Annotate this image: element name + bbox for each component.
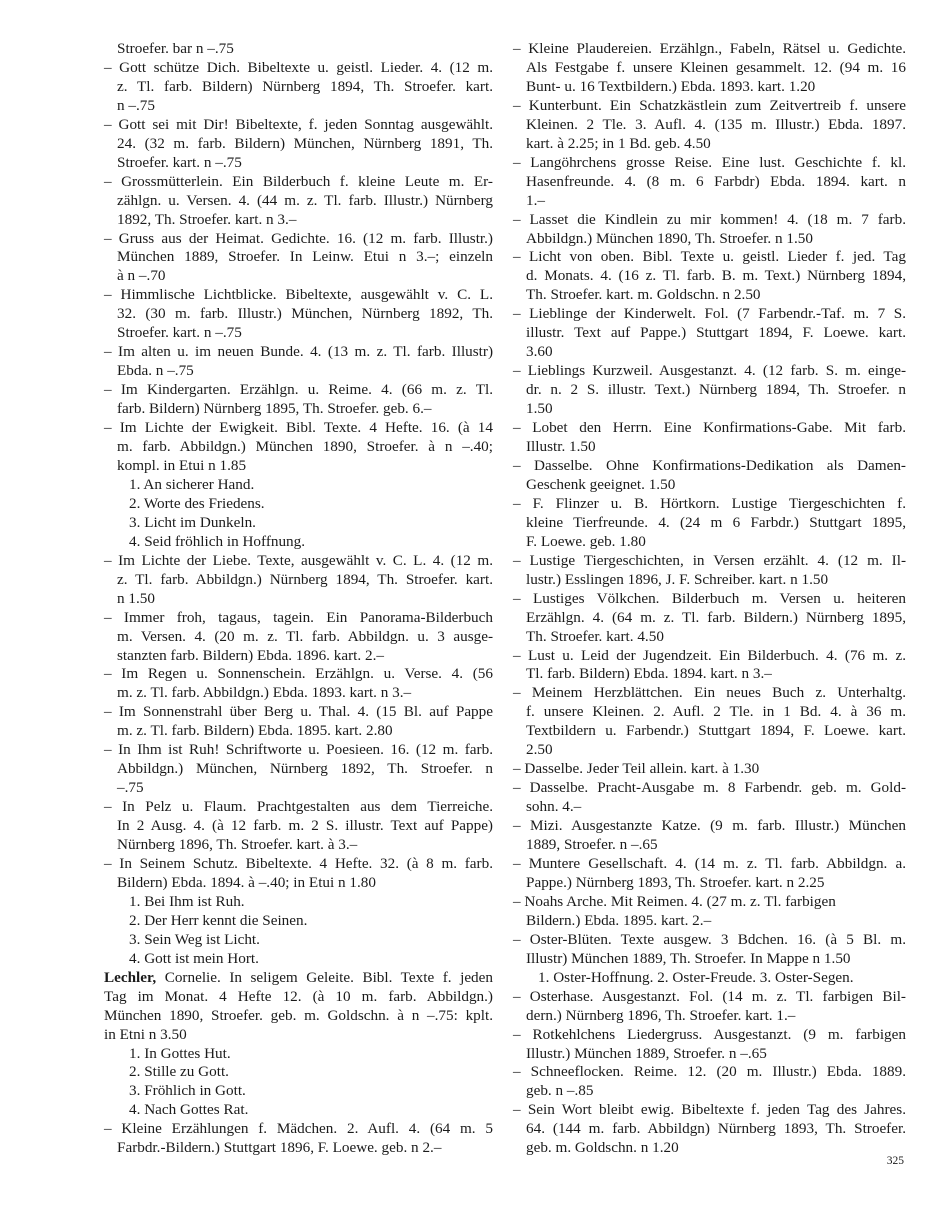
catalog-entry (513, 457, 906, 495)
text-line: Bunt- u. 16 Textbildern.) Ebda. 1893. kart. 1.20 (526, 77, 816, 95)
text-line: Stroefer. bar n –.75 (117, 40, 234, 57)
text-line: München 1889, Stroefer. In Leinw. Etui n 3.–; einzeln (117, 248, 493, 266)
text-line: – Lustiges Völkchen. Bilderbuch m. Versen u. heiteren (513, 589, 906, 607)
text-line: stanzten farb. Bildern) Ebda. 1896. kart. 2.– (117, 646, 384, 664)
catalog-entry (513, 779, 906, 817)
text-line: – Dasselbe. Pracht-Ausgabe m. 8 Farbendr. geb. m. Gold- (513, 779, 906, 797)
text-line: m. farb. Abbildgn.) München 1890, Stroefer. à n –.40; (117, 438, 493, 456)
catalog-entry (104, 419, 493, 476)
text-line: Bildern) Ebda. 1894. à –.40; in Etui n 1.80 (117, 873, 376, 891)
text-line: 24. (32 m. farb. Bildern) München, Nürnberg 1891, Th. (117, 134, 493, 152)
text-line: n 1.50 (117, 589, 155, 607)
text-line: 4. Nach Gottes Rat. (129, 1101, 249, 1119)
text-line: m. z. Tl. farb. Bildern) Ebda. 1895. kart. 2.80 (117, 722, 393, 740)
catalog-entry (104, 798, 493, 855)
catalog-entry (513, 97, 906, 154)
text-line: in Etni n 3.50 (104, 1025, 187, 1043)
catalog-entry (104, 381, 493, 419)
text-line: – Kleine Plaudereien. Erzählgn., Fabeln, Rätsel u. Gedichte. (513, 40, 906, 57)
text-line: Als Festgabe f. unsere Kleinen gesammelt. 12. (94 m. 16 (526, 58, 906, 76)
text-line: 3.60 (526, 343, 553, 361)
text-line: Tag im Monat. 4 Hefte 12. (à 10 m. farb. Abbildgn.) (104, 987, 493, 1005)
text-line: sohn. 4.– (526, 798, 582, 816)
text-line: f. unsere Kleinen. 2. Aufl. 2 Tle. in 1 Bd. 4. à 36 m. (526, 703, 906, 721)
text-line: Lechler, Cornelie. In seligem Geleite. Bibl. Texte f. jeden (104, 968, 493, 986)
text-line: – Lust u. Leid der Jugendzeit. Ein Bilderbuch. 4. (76 m. z. (513, 646, 906, 664)
text-line: – Grossmütterlein. Ein Bilderbuch f. kleine Leute m. Er- (104, 172, 493, 190)
text-line: – Im Regen u. Sonnenschein. Erzählgn. u. Verse. 4. (56 (104, 665, 493, 683)
catalog-entry (513, 305, 906, 362)
text-line: Th. Stroefer. kart. m. Goldschn. n 2.50 (526, 286, 761, 304)
text-line: kompl. in Etui n 1.85 (117, 456, 247, 474)
text-line: – Dasselbe. Ohne Konfirmations-Dedikation als Damen- (513, 456, 906, 474)
text-line: 1. Bei Ihm ist Ruh. (129, 892, 245, 910)
text-line: – Himmlische Lichtblicke. Bibeltexte, ausgewählt v. C. L. (104, 286, 493, 304)
text-line: – Gott schütze Dich. Bibeltexte u. geistl. Lieder. 4. (12 m. (104, 58, 493, 76)
text-line: Kleinen. 2 Tle. 3. Aufl. 4. (135 m. Illustr.) Ebda. 1897. (526, 115, 906, 133)
text-line: farb. Bildern) Nürnberg 1895, Th. Stroefer. geb. 6.– (117, 400, 432, 418)
text-line: – F. Flinzer u. B. Hörtkorn. Lustige Tiergeschichten f. (513, 494, 906, 512)
text-line: 1889, Stroefer. n –.65 (526, 836, 658, 854)
text-line: München 1890, Stroefer. geb. m. Goldschn. à n –.75: kplt. (104, 1006, 493, 1024)
text-line: F. Loewe. geb. 1.80 (526, 532, 646, 550)
text-line: – In Seinem Schutz. Bibeltexte. 4 Hefte. 32. (à 8 m. farb. (104, 854, 493, 872)
text-line: – Gott sei mit Dir! Bibeltexte, f. jeden Sonntag ausgewählt. (104, 115, 493, 133)
text-line: – Kunterbunt. Ein Schatzkästlein zum Zeitvertreib f. unsere (513, 96, 906, 114)
catalog-subitem-list (104, 893, 493, 969)
catalog-entry (104, 230, 493, 287)
text-line: – Kleine Erzählungen f. Mädchen. 2. Aufl. 4. (64 m. 5 (104, 1120, 493, 1138)
catalog-entry (513, 988, 906, 1026)
catalog-entry (104, 552, 493, 609)
catalog-entry (513, 248, 906, 305)
catalog-entry (513, 855, 906, 893)
text-line: Tl. farb. Bildern) Ebda. 1894. kart. n 3.– (526, 665, 772, 683)
catalog-entry (513, 893, 906, 931)
text-line: – Lustige Tiergeschichten, in Versen erzählt. 4. (12 m. Il- (513, 551, 906, 569)
catalog-entry (104, 173, 493, 230)
text-line: 3. Sein Weg ist Licht. (129, 930, 260, 948)
text-line: Stroefer. kart. n –.75 (117, 153, 242, 171)
text-line: 4. Gott ist mein Hort. (129, 949, 259, 967)
catalog-entry (513, 684, 906, 760)
text-line: Hasenfreunde. 4. (8 m. 6 Farbdr) Ebda. 1894. kart. n (526, 172, 906, 190)
text-line: – Schneeflocken. Reime. 12. (20 m. Illustr.) Ebda. 1889. (513, 1063, 906, 1081)
text-line: – In Pelz u. Flaum. Prachtgestalten aus dem Tierreiche. (104, 798, 493, 816)
catalog-subitem-list (104, 476, 493, 552)
text-line: 1892, Th. Stroefer. kart. n 3.– (117, 210, 297, 228)
text-line: – Meinem Herzblättchen. Ein neues Buch z. Unterhaltg. (513, 684, 906, 702)
text-line: – Lieblings Kurzweil. Ausgestanzt. 4. (12 farb. S. m. einge- (513, 362, 906, 380)
text-line: – Dasselbe. Jeder Teil allein. kart. à 1.30 (513, 760, 760, 778)
text-line: dr. n. 2 S. illustr. Text.) Nürnberg 1894, Th. Stroefer. n (526, 381, 906, 399)
text-line: Erzählgn. 4. (64 m. z. Tl. farb. Bildern.) Nürnberg 1895, (526, 608, 906, 626)
text-line: Farbdr.-Bildern.) Stuttgart 1896, F. Loewe. geb. n 2.– (117, 1139, 442, 1157)
catalog-subitem-list (104, 1045, 493, 1121)
catalog-entry (513, 931, 906, 969)
text-line: – Im Kindergarten. Erzählgn. u. Reime. 4. (66 m. z. Tl. (104, 381, 493, 399)
text-line: – Gruss aus der Heimat. Gedichte. 16. (12 m. farb. Illustr.) (104, 229, 493, 247)
text-line: 64. (144 m. farb. Abbildgn) Nürnberg 1893, Th. Stroefer. (526, 1120, 906, 1138)
text-line: – Noahs Arche. Mit Reimen. 4. (27 m. z. Tl. farbigen (513, 892, 836, 910)
text-line: – Im Lichte der Liebe. Texte, ausgewählt v. C. L. 4. (12 m. (104, 551, 493, 569)
text-line: – Licht von oben. Bibl. Texte u. geistl. Lieder f. jed. Tag (513, 248, 906, 266)
text-line: 1.50 (526, 400, 553, 418)
catalog-entry (104, 59, 493, 116)
catalog-entry (513, 552, 906, 590)
catalog-entry (104, 741, 493, 798)
text-line: – Im Sonnenstrahl über Berg u. Thal. 4. (15 Bl. auf Pappe (104, 703, 493, 721)
text-line: 2. Stille zu Gott. (129, 1063, 229, 1081)
text-line: Illustr. 1.50 (526, 438, 596, 456)
text-line: Abbildgn.) München, Nürnberg 1892, Th. Stroefer. n (117, 760, 493, 778)
text-line: Pappe.) Nürnberg 1893, Th. Stroefer. kart. n 2.25 (526, 873, 825, 891)
catalog-entry (513, 40, 906, 97)
catalog-entry (104, 969, 493, 1045)
text-line: In 2 Ausg. 4. (à 12 farb. m. 2 S. illustr. Text auf Pappe) (117, 817, 493, 835)
catalog-entry (513, 760, 906, 779)
text-line: illustr. Text auf Pappe.) Stuttgart 1894, F. Loewe. kart. (526, 324, 906, 342)
text-line: lustr.) Esslingen 1896, J. F. Schreiber. kart. n 1.50 (526, 570, 829, 588)
text-line: z. Tl. farb. Abbildgn.) Nürnberg 1894, Th. Stroefer. kart. (117, 570, 493, 588)
text-line: Abbildgn.) München 1890, Th. Stroefer. n 1.50 (526, 229, 813, 247)
left-column (104, 40, 493, 1158)
text-line: 1. Oster-Hoffnung. 2. Oster-Freude. 3. Oster-Segen. (538, 968, 854, 986)
text-line: – Oster-Blüten. Texte ausgew. 3 Bdchen. 16. (à 5 Bl. m. (513, 930, 906, 948)
text-line: d. Monats. 4. (16 z. Tl. farb. B. m. Text.) Nürnberg 1894, (526, 267, 906, 285)
catalog-entry (513, 817, 906, 855)
text-line: – Rotkehlchens Liedergruss. Ausgestanzt. (9 m. farbigen (513, 1025, 906, 1043)
catalog-entry (513, 419, 906, 457)
text-line: n –.75 (117, 96, 155, 114)
catalog-entry (513, 1101, 906, 1158)
author-name: Lechler, (104, 968, 157, 986)
catalog-entry (513, 154, 906, 211)
text-line: geb. n –.85 (526, 1082, 594, 1100)
text-line: Stroefer. kart. n –.75 (117, 324, 242, 342)
text-line: à n –.70 (117, 267, 166, 285)
text-line: Bildern.) Ebda. 1895. kart. 2.– (526, 911, 712, 929)
text-line: – Sein Wort bleibt ewig. Bibeltexte f. jeden Tag des Jahres. (513, 1101, 906, 1119)
catalog-entry (513, 647, 906, 685)
text-line: 3. Fröhlich in Gott. (129, 1082, 246, 1100)
text-line: 3. Licht im Dunkeln. (129, 513, 256, 531)
text-line: z. Tl. farb. Bildern) Nürnberg 1894, Th. Stroefer. kart. (117, 77, 493, 95)
catalog-entry (513, 1026, 906, 1064)
catalog-entry (513, 211, 906, 249)
text-line: 2. Worte des Friedens. (129, 494, 265, 512)
catalog-entry (104, 116, 493, 173)
catalog-entry (104, 665, 493, 703)
text-line: – Lieblinge der Kinderwelt. Fol. (7 Farbendr.-Taf. m. 7 S. (513, 305, 906, 323)
catalog-entry (513, 1063, 906, 1101)
text-line: zählgn. u. Versen. 4. (44 m. z. Tl. farb. Illustr.) Nürnberg (117, 191, 493, 209)
text-line: 32. (30 m. farb. Illustr.) München, Nürnberg 1892, Th. (117, 305, 493, 323)
text-line: – Langöhrchens grosse Reise. Eine lust. Geschichte f. kl. (513, 153, 906, 171)
page-number: 325 (886, 1155, 904, 1167)
catalog-entry (104, 609, 493, 666)
text-line: 2. Der Herr kennt die Seinen. (129, 911, 308, 929)
text-line: Geschenk geeignet. 1.50 (526, 475, 676, 493)
right-column (513, 40, 906, 1158)
catalog-entry (513, 590, 906, 647)
text-line: 2.50 (526, 741, 553, 759)
catalog-entry (513, 495, 906, 552)
text-line: m. z. Tl. farb. Abbildgn.) Ebda. 1893. kart. n 3.– (117, 684, 412, 702)
text-line: Nürnberg 1896, Th. Stroefer. kart. à 3.– (117, 836, 358, 854)
text-line: –.75 (117, 779, 144, 797)
text-line: 4. Seid fröhlich in Hoffnung. (129, 532, 306, 550)
text-line: – Osterhase. Ausgestanzt. Fol. (14 m. z. Tl. farbigen Bil- (513, 987, 906, 1005)
text-line: – Mizi. Ausgestanzte Katze. (9 m. farb. Illustr.) München (513, 817, 906, 835)
text-line: 1. In Gottes Hut. (129, 1044, 231, 1062)
text-line: 1.– (526, 191, 545, 209)
text-line: – Muntere Gesellschaft. 4. (14 m. z. Tl. farb. Abbildgn. a. (513, 854, 906, 872)
catalog-entry (104, 343, 493, 381)
text-line: – Lobet den Herrn. Eine Konfirmations-Gabe. Mit farb. (513, 419, 906, 437)
catalog-entry (104, 286, 493, 343)
catalog-entry (104, 855, 493, 893)
text-line: Ebda. n –.75 (117, 362, 194, 380)
text-line: dern.) Nürnberg 1896, Th. Stroefer. kart. 1.– (526, 1006, 796, 1024)
text-line: Illustr) München 1889, Th. Stroefer. In Mappe n 1.50 (526, 949, 851, 967)
catalog-entry (104, 1120, 493, 1158)
text-line: kleine Tierfreunde. 4. (24 m 6 Farbdr.) Stuttgart 1895, (526, 513, 906, 531)
text-line: Th. Stroefer. kart. 4.50 (526, 627, 664, 645)
text-line: geb. m. Goldschn. n 1.20 (526, 1139, 679, 1157)
catalog-entry (513, 362, 906, 419)
text-line: Textbildern u. Farbendr.) Stuttgart 1894, F. Loewe. kart. (526, 722, 906, 740)
catalog-entry (104, 703, 493, 741)
text-line: kart. à 2.25; in 1 Bd. geb. 4.50 (526, 134, 711, 152)
text-line: 1. An sicherer Hand. (129, 475, 255, 493)
catalog-entry (104, 40, 493, 59)
text-line: m. Versen. 4. (20 m. z. Tl. farb. Abbildgn. u. 3 ausge- (117, 627, 493, 645)
text-line: Illustr.) München 1889, Stroefer. n –.65 (526, 1044, 767, 1062)
text-line: – Im Lichte der Ewigkeit. Bibl. Texte. 4 Hefte. 16. (à 14 (104, 419, 493, 437)
text-line: – Lasset die Kindlein zu mir kommen! 4. (18 m. 7 farb. (513, 210, 906, 228)
text-line: – In Ihm ist Ruh! Schriftworte u. Poesieen. 16. (12 m. farb. (104, 741, 493, 759)
text-line: – Immer froh, tagaus, tagein. Ein Panorama-Bilderbuch (104, 608, 493, 626)
catalog-subitem-list (513, 969, 906, 988)
text-line: – Im alten u. im neuen Bunde. 4. (13 m. z. Tl. farb. Illustr) (104, 343, 493, 361)
